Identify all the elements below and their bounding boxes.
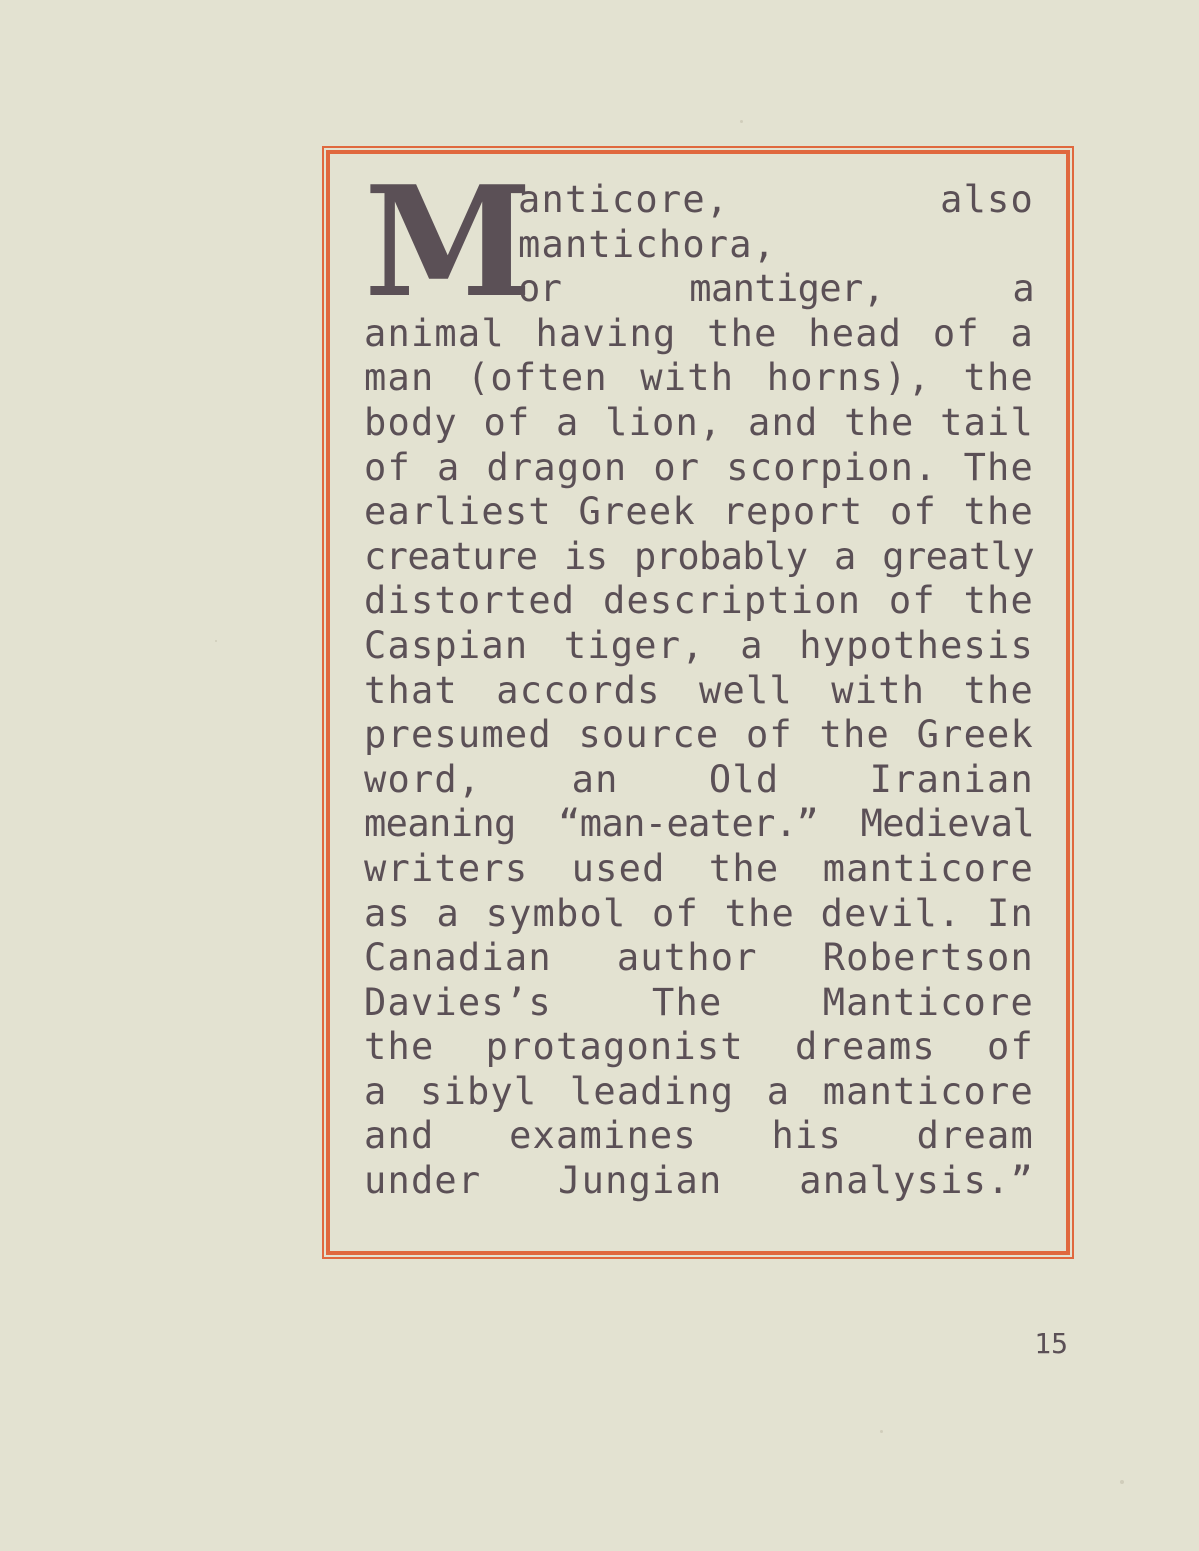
body-line: or mantiger, a — [518, 267, 1034, 311]
body-line: distorted description of the — [364, 579, 1034, 623]
paper-speck — [880, 1430, 883, 1433]
body-line: Caspian tiger, a hypothesis — [364, 623, 1034, 667]
body-line: of a dragon or scorpion. The — [364, 445, 1034, 489]
body-line: and examines his dream — [364, 1114, 1034, 1158]
body-line: meaning “man-eater.” Medieval — [364, 802, 1034, 846]
body-line: anticore, also — [518, 178, 1034, 221]
body-line: body of a lion, and the tail — [364, 400, 1034, 444]
body-line: earliest Greek report of the — [364, 490, 1034, 534]
body-line: as a symbol of the devil. In — [364, 891, 1034, 935]
body-line: presumed source of the Greek — [364, 713, 1034, 757]
body-line: the protagonist dreams of — [364, 1025, 1034, 1069]
drop-cap-initial: M — [364, 152, 533, 331]
body-line: word, an Old Iranian — [364, 757, 1034, 801]
body-line: animal having the head of a — [364, 311, 1034, 355]
body-line: man (often with horns), the — [364, 356, 1034, 400]
article-body — [364, 152, 1034, 1204]
paper-speck — [1120, 1480, 1124, 1484]
body-line: mantichora, — [518, 222, 777, 266]
paper-speck — [215, 640, 217, 642]
body-line: a sibyl leading a manticore — [364, 1069, 1034, 1113]
page-number: 15 — [1034, 1327, 1068, 1360]
body-line: writers used the manticore — [364, 846, 1034, 890]
body-line: creature is probably a greatly — [364, 534, 1034, 578]
paper-speck — [740, 120, 743, 123]
body-line: that accords well with the — [364, 668, 1034, 712]
body-line: under Jungian analysis.” — [364, 1159, 1034, 1203]
body-line: Davies’s The Manticore — [364, 980, 1034, 1024]
body-line: Canadian author Robertson — [364, 936, 1034, 980]
